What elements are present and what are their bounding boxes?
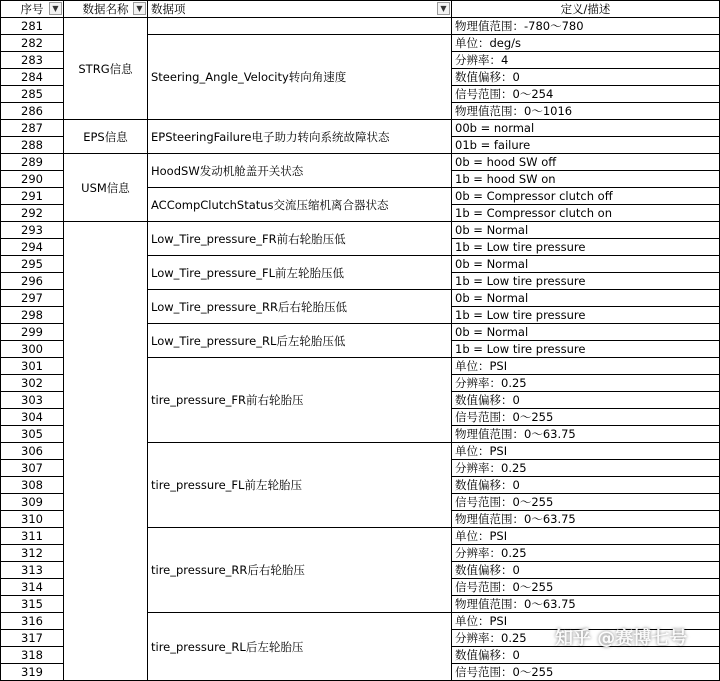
table-row [1, 120, 720, 137]
definition-cell[interactable]: 01b = failure [452, 137, 720, 154]
seq-cell[interactable]: 298 [1, 307, 64, 324]
table-row [1, 18, 720, 35]
seq-cell[interactable]: 314 [1, 579, 64, 596]
definition-cell[interactable]: 单位：deg/s [452, 35, 720, 52]
seq-cell[interactable]: 297 [1, 290, 64, 307]
seq-cell[interactable]: 310 [1, 511, 64, 528]
filter-dropdown-icon[interactable]: ▼ [49, 2, 62, 15]
header-def [452, 1, 720, 18]
definition-cell[interactable]: 0b = hood SW off [452, 154, 720, 171]
seq-cell[interactable]: 309 [1, 494, 64, 511]
seq-cell[interactable]: 286 [1, 103, 64, 120]
seq-cell[interactable]: 284 [1, 69, 64, 86]
definition-cell[interactable]: 信号范围：0～255 [452, 664, 720, 681]
seq-cell[interactable]: 291 [1, 188, 64, 205]
seq-cell[interactable]: 296 [1, 273, 64, 290]
seq-cell[interactable]: 299 [1, 324, 64, 341]
item-cell[interactable]: Steering_Angle_Velocity转向角速度 [148, 35, 452, 120]
header-item [148, 1, 452, 18]
definition-cell[interactable]: 数值偏移：0 [452, 647, 720, 664]
seq-cell[interactable]: 319 [1, 664, 64, 681]
seq-cell[interactable]: 316 [1, 613, 64, 630]
definition-cell[interactable]: 单位：PSI [452, 613, 720, 630]
seq-cell[interactable]: 308 [1, 477, 64, 494]
definition-cell[interactable]: 0b = Normal [452, 222, 720, 239]
definition-cell[interactable]: 1b = Compressor clutch on [452, 205, 720, 222]
item-cell[interactable]: tire_pressure_FR前右轮胎压 [148, 358, 452, 443]
item-cell[interactable]: Low_Tire_pressure_RR后右轮胎压低 [148, 290, 452, 324]
seq-cell[interactable]: 292 [1, 205, 64, 222]
definition-cell[interactable]: 物理值范围：-780～780 [452, 18, 720, 35]
definition-cell[interactable]: 物理值范围：0～63.75 [452, 596, 720, 613]
definition-cell[interactable]: 单位：PSI [452, 528, 720, 545]
definition-cell[interactable]: 信号范围：0～255 [452, 494, 720, 511]
definition-cell[interactable]: 信号范围：0～255 [452, 579, 720, 596]
seq-cell[interactable]: 304 [1, 409, 64, 426]
seq-cell[interactable]: 282 [1, 35, 64, 52]
seq-cell[interactable]: 317 [1, 630, 64, 647]
table-row [1, 222, 720, 239]
item-cell[interactable]: tire_pressure_FL前左轮胎压 [148, 443, 452, 528]
seq-cell[interactable]: 303 [1, 392, 64, 409]
definition-cell[interactable]: 分辨率：0.25 [452, 545, 720, 562]
filter-dropdown-icon[interactable]: ▼ [437, 2, 450, 15]
item-cell[interactable]: tire_pressure_RL后左轮胎压 [148, 613, 452, 681]
category-cell[interactable]: USM信息 [64, 154, 148, 222]
item-cell[interactable]: Low_Tire_pressure_FR前右轮胎压低 [148, 222, 452, 256]
definition-cell[interactable]: 分辨率：0.25 [452, 630, 720, 647]
definition-cell[interactable]: 1b = hood SW on [452, 171, 720, 188]
seq-cell[interactable]: 318 [1, 647, 64, 664]
seq-cell[interactable]: 289 [1, 154, 64, 171]
definition-cell[interactable]: 分辨率：0.25 [452, 375, 720, 392]
definition-cell[interactable]: 物理值范围：0～63.75 [452, 426, 720, 443]
seq-cell[interactable]: 307 [1, 460, 64, 477]
definition-cell[interactable]: 0b = Normal [452, 290, 720, 307]
header-row [1, 1, 720, 18]
seq-cell[interactable]: 306 [1, 443, 64, 460]
item-cell[interactable]: HoodSW发动机舱盖开关状态 [148, 154, 452, 188]
definition-cell[interactable]: 1b = Low tire pressure [452, 307, 720, 324]
seq-cell[interactable]: 281 [1, 18, 64, 35]
definition-cell[interactable]: 信号范围：0～255 [452, 409, 720, 426]
table-body [1, 18, 720, 681]
seq-cell[interactable]: 305 [1, 426, 64, 443]
definition-cell[interactable]: 分辨率：0.25 [452, 460, 720, 477]
seq-cell[interactable]: 300 [1, 341, 64, 358]
definition-cell[interactable]: 0b = Normal [452, 256, 720, 273]
watermark: 知乎 @赛博七号 [555, 628, 688, 649]
header-def-label: 定义/描述 [560, 2, 611, 16]
definition-cell[interactable]: 1b = Low tire pressure [452, 239, 720, 256]
seq-cell[interactable]: 315 [1, 596, 64, 613]
seq-cell[interactable]: 293 [1, 222, 64, 239]
item-cell[interactable]: tire_pressure_RR后右轮胎压 [148, 528, 452, 613]
header-seq [1, 1, 64, 18]
definition-cell[interactable]: 00b = normal [452, 120, 720, 137]
definition-cell[interactable]: 0b = Compressor clutch off [452, 188, 720, 205]
definition-cell[interactable]: 数值偏移：0 [452, 562, 720, 579]
definition-cell[interactable]: 单位：PSI [452, 358, 720, 375]
definition-cell[interactable]: 分辨率：4 [452, 52, 720, 69]
category-cell[interactable] [64, 222, 148, 681]
seq-cell[interactable]: 288 [1, 137, 64, 154]
seq-cell[interactable]: 311 [1, 528, 64, 545]
header-name-label: 数据名称 [82, 2, 129, 16]
header-item-label: 数据项 [151, 2, 186, 16]
filter-dropdown-icon[interactable]: ▼ [133, 2, 146, 15]
item-cell[interactable]: Low_Tire_pressure_RL后左轮胎压低 [148, 324, 452, 358]
table-row [1, 154, 720, 171]
seq-cell[interactable]: 283 [1, 52, 64, 69]
definition-cell[interactable]: 1b = Low tire pressure [452, 341, 720, 358]
seq-cell[interactable]: 285 [1, 86, 64, 103]
category-cell[interactable]: STRG信息 [64, 18, 148, 120]
definition-cell[interactable]: 单位：PSI [452, 443, 720, 460]
header-name [64, 1, 148, 18]
definition-cell[interactable]: 数值偏移：0 [452, 392, 720, 409]
header-seq-label: 序号 [20, 2, 44, 16]
seq-cell[interactable]: 312 [1, 545, 64, 562]
seq-cell[interactable]: 313 [1, 562, 64, 579]
item-cell[interactable] [148, 18, 452, 35]
item-cell[interactable]: EPSteeringFailure电子助力转向系统故障状态 [148, 120, 452, 154]
definition-cell[interactable]: 数值偏移：0 [452, 69, 720, 86]
seq-cell[interactable]: 287 [1, 120, 64, 137]
definition-cell[interactable]: 数值偏移：0 [452, 477, 720, 494]
definition-cell[interactable]: 物理值范围：0～63.75 [452, 511, 720, 528]
definition-cell[interactable]: 0b = Normal [452, 324, 720, 341]
seq-cell[interactable]: 301 [1, 358, 64, 375]
seq-cell[interactable]: 294 [1, 239, 64, 256]
item-cell[interactable]: ACCompClutchStatus交流压缩机离合器状态 [148, 188, 452, 222]
definition-cell[interactable]: 物理值范围：0～1016 [452, 103, 720, 120]
item-cell[interactable]: Low_Tire_pressure_FL前左轮胎压低 [148, 256, 452, 290]
definition-cell[interactable]: 信号范围：0～254 [452, 86, 720, 103]
seq-cell[interactable]: 295 [1, 256, 64, 273]
seq-cell[interactable]: 290 [1, 171, 64, 188]
seq-cell[interactable]: 302 [1, 375, 64, 392]
definition-cell[interactable]: 1b = Low tire pressure [452, 273, 720, 290]
category-cell[interactable]: EPS信息 [64, 120, 148, 154]
